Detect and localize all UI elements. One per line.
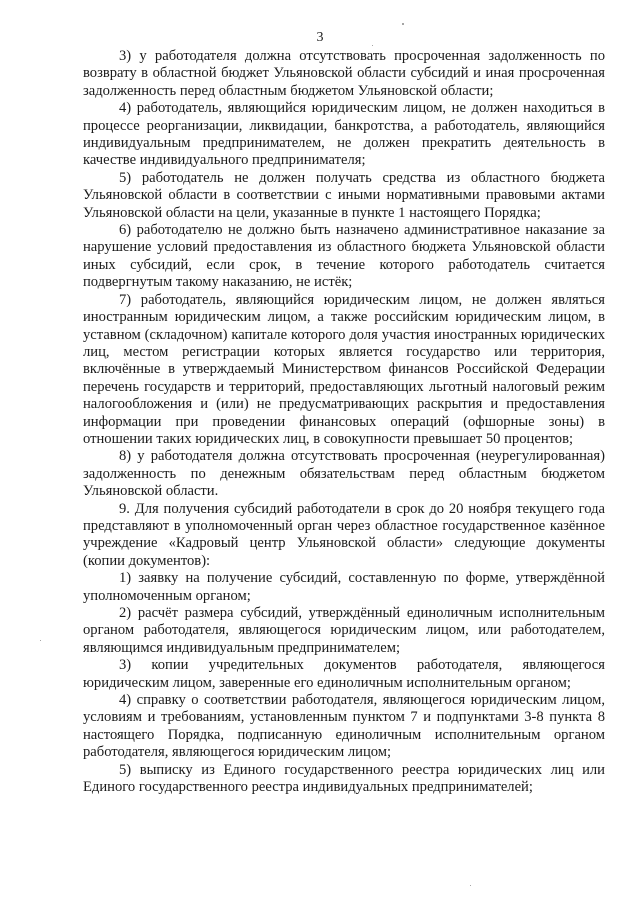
- paragraph-item-7: 7) работодатель, являющийся юридическим лицом, не должен являться иностранным юридическим лицом, а также российским юридическим лицом, в уставном (складочном) капитале которого доля участия иностранных юридических лиц, местом регистрации которых является государство или территория, включённые в утверждаемый Министерством финансов Российской Федерации перечень государств и территорий, предоставляющих льготный налоговый режим налогообложения и (или) не предусматривающих раскрытия и предоставления информации при проведении финансовых операций (офшорные зоны) в отношении таких юридических лиц, в совокупности превышает 50 процентов;: [83, 291, 605, 447]
- paragraph-doc-4: 4) справку о соответствии работодателя, являющегося юридическим лицом, условиям и требованиям, установленным пунктом 7 и подпунктами 3-8 пункта 8 настоящего Порядка, подписанную единоличным исполнительным органом работодателя, являющегося юридическим лицом;: [83, 692, 605, 761]
- paragraph-item-6: 6) работодателю не должно быть назначено административное наказание за нарушение условий предоставления из областного бюджета Ульяновской области иных субсидий, если срок, в течение которого работодатель считается подвергнутым такому наказанию, не истёк;: [83, 222, 605, 291]
- document-body: [83, 48, 605, 796]
- page-number: 3: [316, 30, 324, 45]
- paragraph-clause-9: 9. Для получения субсидий работодатели в срок до 20 ноября текущего года представляют в уполномоченный орган через областное государственное казённое учреждение «Кадровый центр Ульяновской области» следующие документы (копии документов):: [83, 500, 605, 569]
- scan-speck: [470, 885, 471, 886]
- paragraph-doc-2: 2) расчёт размера субсидий, утверждённый единоличным исполнительным органом работодателя, являющегося юридическим лицом, или работодателем, являющимся индивидуальным предпринимателем;: [83, 605, 605, 656]
- paragraph-item-4: 4) работодатель, являющийся юридическим лицом, не должен находиться в процессе реорганизации, ликвидации, банкротства, а работодатель, являющийся индивидуальным предпринимателем, не должен прекратить деятельность в качестве индивидуального предпринимателя;: [83, 100, 605, 169]
- scan-speck: [402, 23, 404, 25]
- paragraph-doc-1: 1) заявку на получение субсидий, составленную по форме, утверждённой уполномоченным органом;: [83, 570, 605, 604]
- paragraph-item-5: 5) работодатель не должен получать средства из областного бюджета Ульяновской области в соответствии с иными нормативными правовыми актами Ульяновской области на цели, указанные в пункте 1 настоящего Порядка;: [83, 169, 605, 221]
- paragraph-doc-3: 3) копии учредительных документов работодателя, являющегося юридическим лицом, заверенные его единоличным исполнительным органом;: [83, 657, 605, 691]
- paragraph-item-8: 8) у работодателя должна отсутствовать просроченная (неурегулированная) задолженность по денежным обязательствам перед областным бюджетом Ульяновской области.: [83, 448, 605, 500]
- scan-speck: [40, 640, 41, 641]
- paragraph-item-3: 3) у работодателя должна отсутствовать просроченная задолженность по возврату в областной бюджет Ульяновской области субсидий и иная просроченная задолженность перед областным бюджетом Ульяновской области;: [83, 48, 605, 99]
- scan-speck: [372, 45, 373, 46]
- paragraph-doc-5: 5) выписку из Единого государственного реестра юридических лиц или Единого государственного реестра индивидуальных предпринимателей;: [83, 761, 605, 796]
